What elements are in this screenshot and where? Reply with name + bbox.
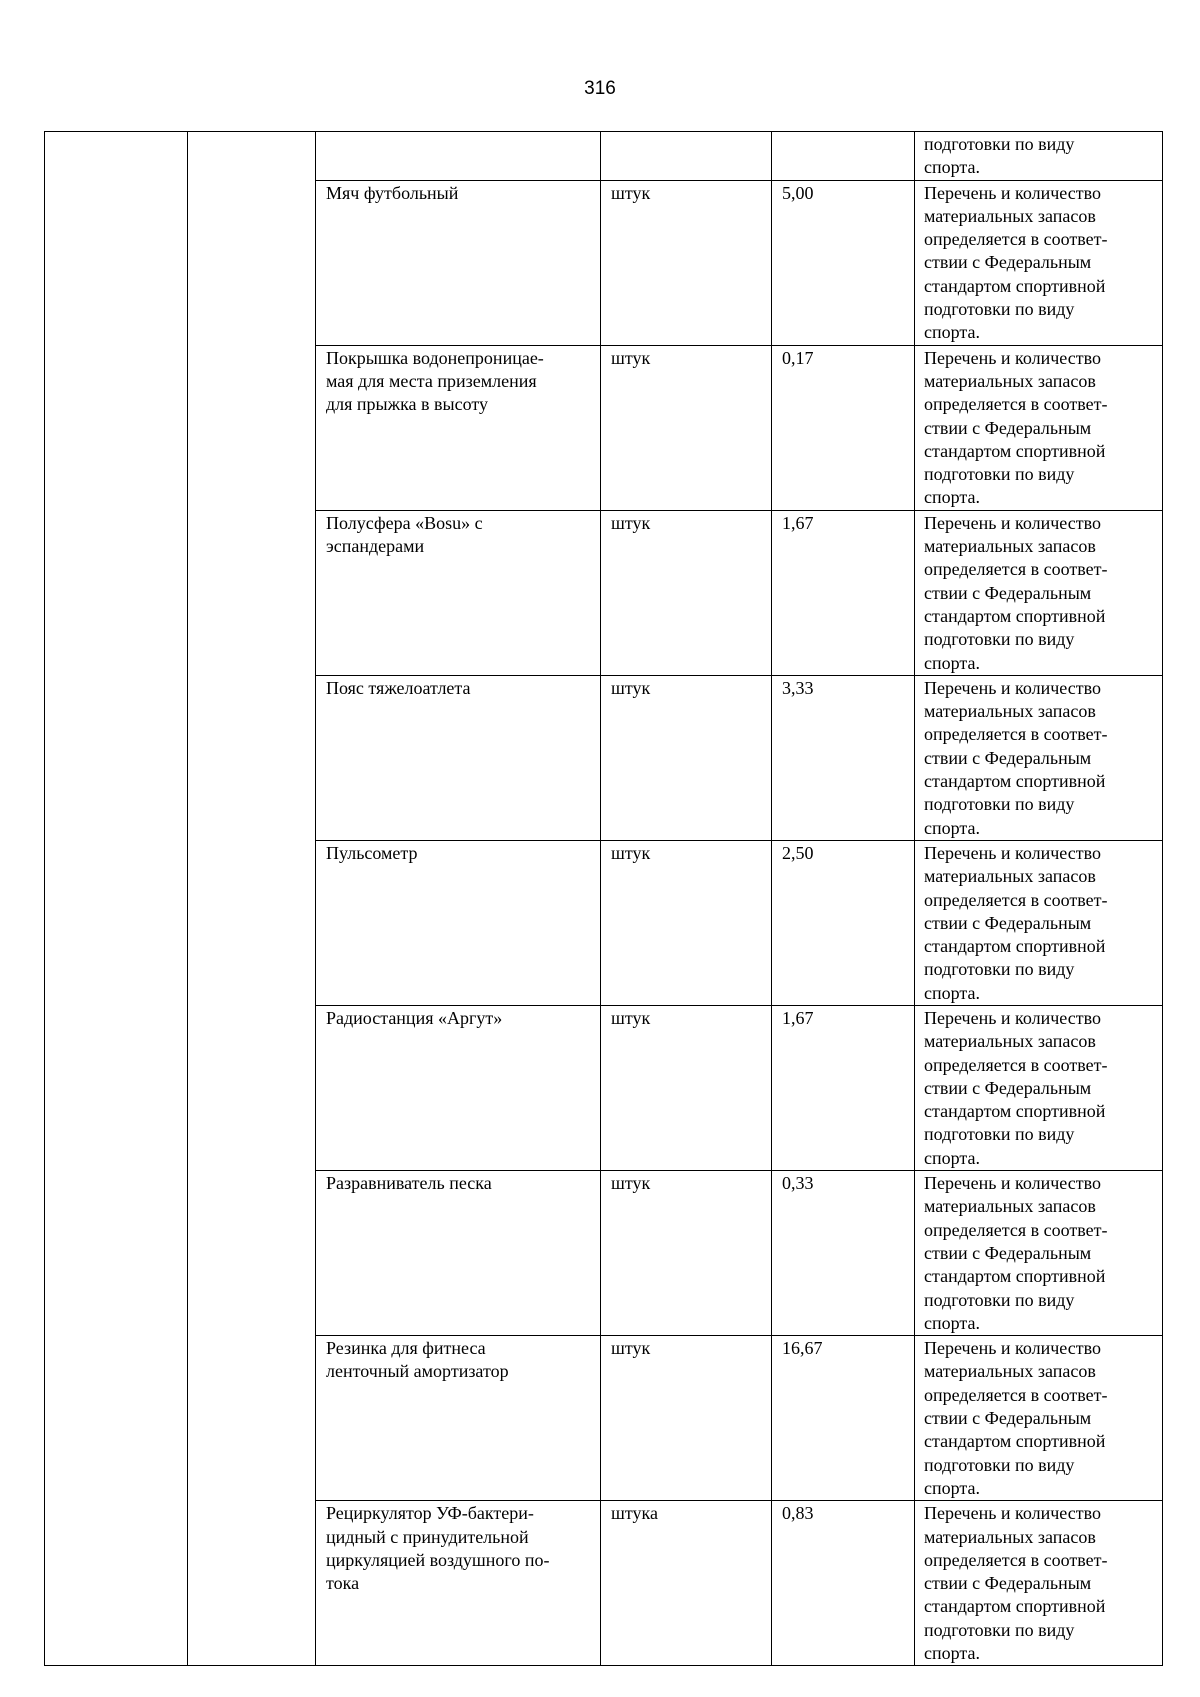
cell-qty: 3,33 xyxy=(772,675,915,840)
cell-unit: штук xyxy=(601,1171,772,1336)
table-row-continuation xyxy=(45,132,1163,181)
cell-note: Перечень и количество материальных запасов определяется в соответ- ствии с Федеральным стандартом спортивной подготовки по виду спорта. xyxy=(915,1501,1163,1666)
equipment-table xyxy=(44,131,1163,1666)
cell-unit: штук xyxy=(601,180,772,345)
cell-name xyxy=(316,132,601,181)
cell-qty: 1,67 xyxy=(772,510,915,675)
cell-qty: 0,83 xyxy=(772,1501,915,1666)
equipment-table-container xyxy=(44,131,1162,1666)
cell-name: Радиостанция «Аргут» xyxy=(316,1005,601,1170)
page-number: 316 xyxy=(584,78,616,99)
cell-unit xyxy=(601,132,772,181)
cell-unit: штук xyxy=(601,345,772,510)
cell-unit: штук xyxy=(601,675,772,840)
cell-note: подготовки по виду спорта. xyxy=(915,132,1163,181)
cell-qty: 0,17 xyxy=(772,345,915,510)
cell-name: Разравниватель песка xyxy=(316,1171,601,1336)
cell-qty: 5,00 xyxy=(772,180,915,345)
cell-qty: 2,50 xyxy=(772,840,915,1005)
cell-qty: 1,67 xyxy=(772,1005,915,1170)
cell-unit: штук xyxy=(601,1336,772,1501)
merged-cell-col1 xyxy=(45,132,188,1666)
cell-note: Перечень и количество материальных запасов определяется в соответ- ствии с Федеральным стандартом спортивной подготовки по виду спорта. xyxy=(915,1005,1163,1170)
cell-name: Мяч футбольный xyxy=(316,180,601,345)
cell-unit: штук xyxy=(601,840,772,1005)
cell-name: Полусфера «Bosu» с эспандерами xyxy=(316,510,601,675)
cell-name: Пояс тяжелоатлета xyxy=(316,675,601,840)
cell-unit: штук xyxy=(601,510,772,675)
cell-note: Перечень и количество материальных запасов определяется в соответ- ствии с Федеральным стандартом спортивной подготовки по виду спорта. xyxy=(915,1336,1163,1501)
cell-name: Резинка для фитнеса ленточный амортизатор xyxy=(316,1336,601,1501)
cell-qty: 16,67 xyxy=(772,1336,915,1501)
cell-name: Покрышка водонепроницае- мая для места приземления для прыжка в высоту xyxy=(316,345,601,510)
cell-name: Рециркулятор УФ-бактери- цидный с принудительной циркуляцией воздушного по- тока xyxy=(316,1501,601,1666)
cell-note: Перечень и количество материальных запасов определяется в соответ- ствии с Федеральным стандартом спортивной подготовки по виду спорта. xyxy=(915,345,1163,510)
cell-qty xyxy=(772,132,915,181)
cell-name: Пульсометр xyxy=(316,840,601,1005)
cell-note: Перечень и количество материальных запасов определяется в соответ- ствии с Федеральным стандартом спортивной подготовки по виду спорта. xyxy=(915,180,1163,345)
cell-unit: штука xyxy=(601,1501,772,1666)
cell-unit: штук xyxy=(601,1005,772,1170)
cell-qty: 0,33 xyxy=(772,1171,915,1336)
cell-note: Перечень и количество материальных запасов определяется в соответ- ствии с Федеральным стандартом спортивной подготовки по виду спорта. xyxy=(915,840,1163,1005)
cell-note: Перечень и количество материальных запасов определяется в соответ- ствии с Федеральным стандартом спортивной подготовки по виду спорта. xyxy=(915,510,1163,675)
cell-note: Перечень и количество материальных запасов определяется в соответ- ствии с Федеральным стандартом спортивной подготовки по виду спорта. xyxy=(915,675,1163,840)
cell-note: Перечень и количество материальных запасов определяется в соответ- ствии с Федеральным стандартом спортивной подготовки по виду спорта. xyxy=(915,1171,1163,1336)
merged-cell-col2 xyxy=(188,132,316,1666)
